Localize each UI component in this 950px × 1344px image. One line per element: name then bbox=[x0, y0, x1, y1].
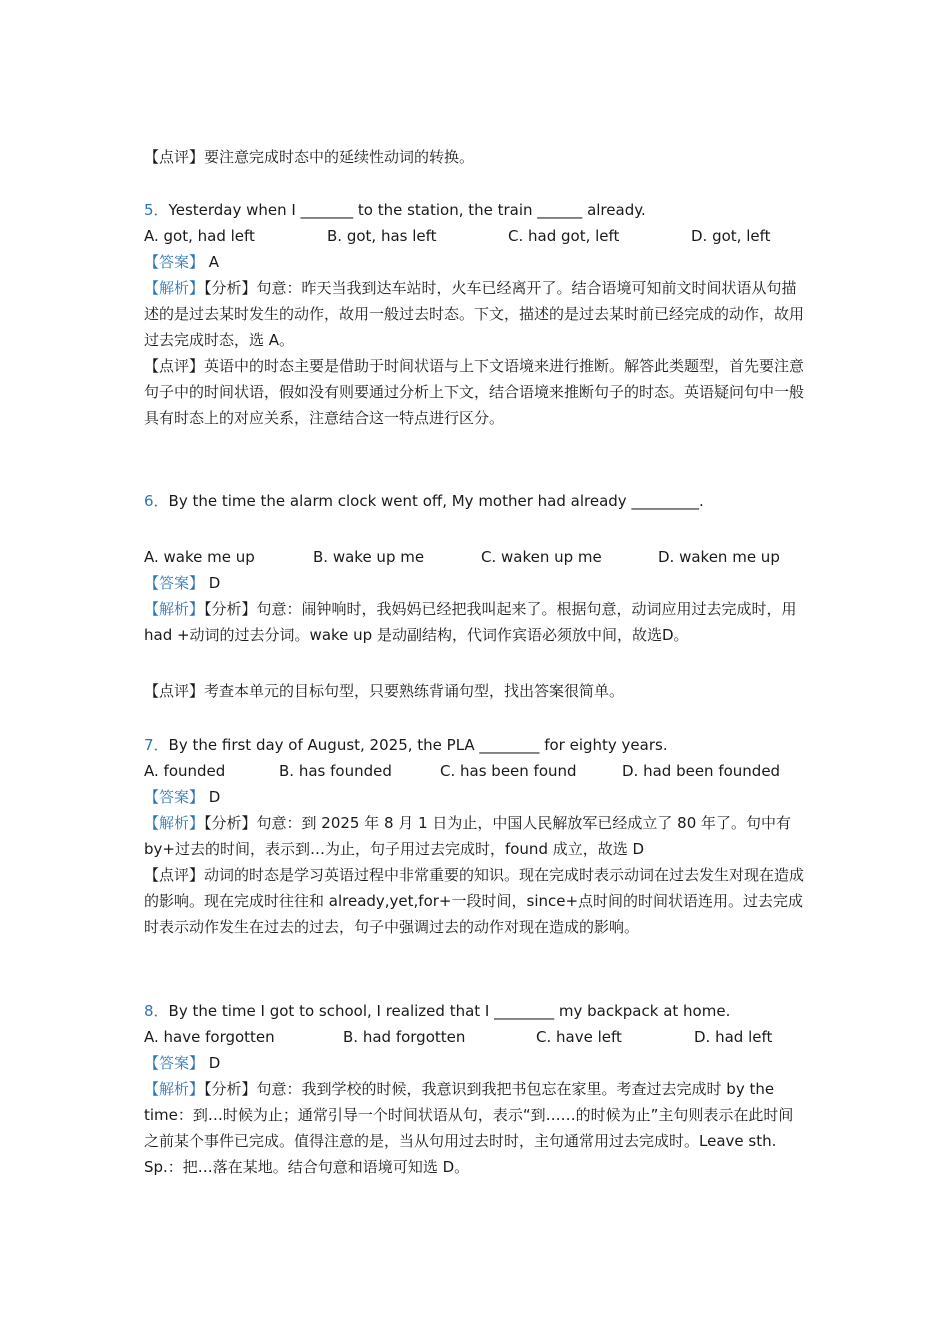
analysis-sub-label: 【分析】 bbox=[204, 814, 257, 832]
document-page bbox=[144, 144, 808, 1180]
question-text: Yesterday when I _______ to the station, the train ______ already. bbox=[168, 201, 646, 219]
analysis-sub-label: 【分析】 bbox=[204, 600, 257, 618]
answer-line bbox=[144, 249, 808, 275]
question-text: By the time I got to school, I realized that I ________ my backpack at home. bbox=[168, 1002, 731, 1020]
comment-block bbox=[144, 353, 808, 431]
analysis-text: 句意：到 2025 年 8 月 1 日为止，中国人民解放军已经成立了 80 年了。句中有 by+过去的时间，表示到…为止，句子用过去完成时，found 成立，故选 D bbox=[144, 814, 792, 858]
comment-text: 英语中的时态主要是借助于时间状语与上下文语境来进行推断。解答此类题型，首先要注意句子中的时间状语，假如没有则要通过分析上下文，结合语境来推断句子的时态。英语疑问句中一般具有时态上的对应关系，注意结合这一特点进行区分。 bbox=[144, 357, 805, 427]
option-c: C. had got, left bbox=[508, 227, 620, 245]
option-b: B. got, has left bbox=[327, 227, 437, 245]
options-row bbox=[144, 758, 808, 784]
comment-label: 【点评】 bbox=[144, 357, 205, 375]
question-stem bbox=[144, 197, 808, 223]
answer-label: 【答案】 bbox=[144, 253, 205, 271]
analysis-block bbox=[144, 275, 808, 353]
comment-text: 考查本单元的目标句型，只要熟练背诵句型，找出答案很简单。 bbox=[204, 682, 625, 700]
answer-value: D bbox=[208, 1054, 221, 1072]
question-text: By the first day of August, 2025, the PLA ________ for eighty years. bbox=[168, 736, 668, 754]
answer-value: D bbox=[208, 574, 221, 592]
comment-label: 【点评】 bbox=[144, 682, 205, 700]
option-a: A. founded bbox=[144, 762, 226, 780]
option-a: A. wake me up bbox=[144, 548, 255, 566]
option-d: D. had left bbox=[694, 1028, 773, 1046]
analysis-label: 【解析】 bbox=[144, 600, 205, 618]
option-c: C. have left bbox=[536, 1028, 622, 1046]
analysis-text: 句意：昨天当我到达车站时，火车已经离开了。结合语境可知前文时间状语从句描述的是过去某时发生的动作，故用一般过去时态。下文，描述的是过去某时前已经完成的动作，故用过去完成时态，选 A。 bbox=[144, 279, 805, 349]
question-text: By the time the alarm clock went off, My mother had already _________. bbox=[168, 492, 704, 510]
option-b: B. had forgotten bbox=[343, 1028, 466, 1046]
option-c: C. waken up me bbox=[481, 548, 602, 566]
question-7 bbox=[144, 732, 808, 940]
question-number: 6． bbox=[144, 492, 169, 510]
analysis-block bbox=[144, 810, 808, 862]
intro-comment bbox=[144, 144, 808, 170]
question-8 bbox=[144, 998, 808, 1180]
question-5 bbox=[144, 197, 808, 431]
comment-text: 要注意完成时态中的延续性动词的转换。 bbox=[204, 148, 475, 166]
comment-label: 【点评】 bbox=[144, 866, 205, 884]
options-row bbox=[144, 223, 808, 249]
answer-value: A bbox=[208, 253, 220, 271]
answer-label: 【答案】 bbox=[144, 574, 205, 592]
analysis-text: 句意：我到学校的时候，我意识到我把书包忘在家里。考查过去完成时 by the time：到…时候为止；通常引导一个时间状语从句，表示“到……的时候为止”主句则表示在此时间之前某个事件已完成。值得注意的是，当从句用过去时时，主句通常用过去完成时。Leave sth. Sp.：把…落在某地。结合句意和语境可知选 D。 bbox=[144, 1080, 794, 1176]
options-row bbox=[144, 544, 808, 570]
question-6 bbox=[144, 488, 808, 704]
analysis-label: 【解析】 bbox=[144, 279, 205, 297]
option-b: B. wake up me bbox=[313, 548, 425, 566]
option-a: A. have forgotten bbox=[144, 1028, 275, 1046]
answer-line bbox=[144, 784, 808, 810]
question-number: 7． bbox=[144, 736, 169, 754]
question-number: 8． bbox=[144, 1002, 169, 1020]
comment-block bbox=[144, 678, 808, 704]
option-d: D. waken me up bbox=[658, 548, 780, 566]
option-b: B. has founded bbox=[279, 762, 392, 780]
answer-line bbox=[144, 1050, 808, 1076]
question-stem bbox=[144, 998, 808, 1024]
option-a: A. got, had left bbox=[144, 227, 255, 245]
comment-text: 动词的时态是学习英语过程中非常重要的知识。现在完成时表示动词在过去发生对现在造成的影响。现在完成时往往和 already,yet,for+一段时间，since+点时间的时间状语连用。过去完成时表示动作发生在过去的过去，句子中强调过去的动作对现在造成的影响。 bbox=[144, 866, 805, 936]
option-d: D. had been founded bbox=[622, 762, 781, 780]
analysis-block bbox=[144, 1076, 808, 1180]
analysis-label: 【解析】 bbox=[144, 1080, 205, 1098]
analysis-sub-label: 【分析】 bbox=[204, 1080, 257, 1098]
option-c: C. has been found bbox=[440, 762, 577, 780]
answer-value: D bbox=[208, 788, 221, 806]
answer-label: 【答案】 bbox=[144, 1054, 205, 1072]
question-number: 5． bbox=[144, 201, 169, 219]
analysis-text: 句意：闹钟响时，我妈妈已经把我叫起来了。根据句意，动词应用过去完成时，用 had +动词的过去分词。wake up 是动副结构，代词作宾语必须放中间，故选D。 bbox=[144, 600, 797, 644]
analysis-label: 【解析】 bbox=[144, 814, 205, 832]
option-d: D. got, left bbox=[691, 227, 771, 245]
question-stem bbox=[144, 488, 808, 514]
options-row bbox=[144, 1024, 808, 1050]
question-stem bbox=[144, 732, 808, 758]
analysis-block bbox=[144, 596, 808, 648]
answer-line bbox=[144, 570, 808, 596]
comment-block bbox=[144, 862, 808, 940]
comment-label: 【点评】 bbox=[144, 148, 205, 166]
analysis-sub-label: 【分析】 bbox=[204, 279, 257, 297]
answer-label: 【答案】 bbox=[144, 788, 205, 806]
